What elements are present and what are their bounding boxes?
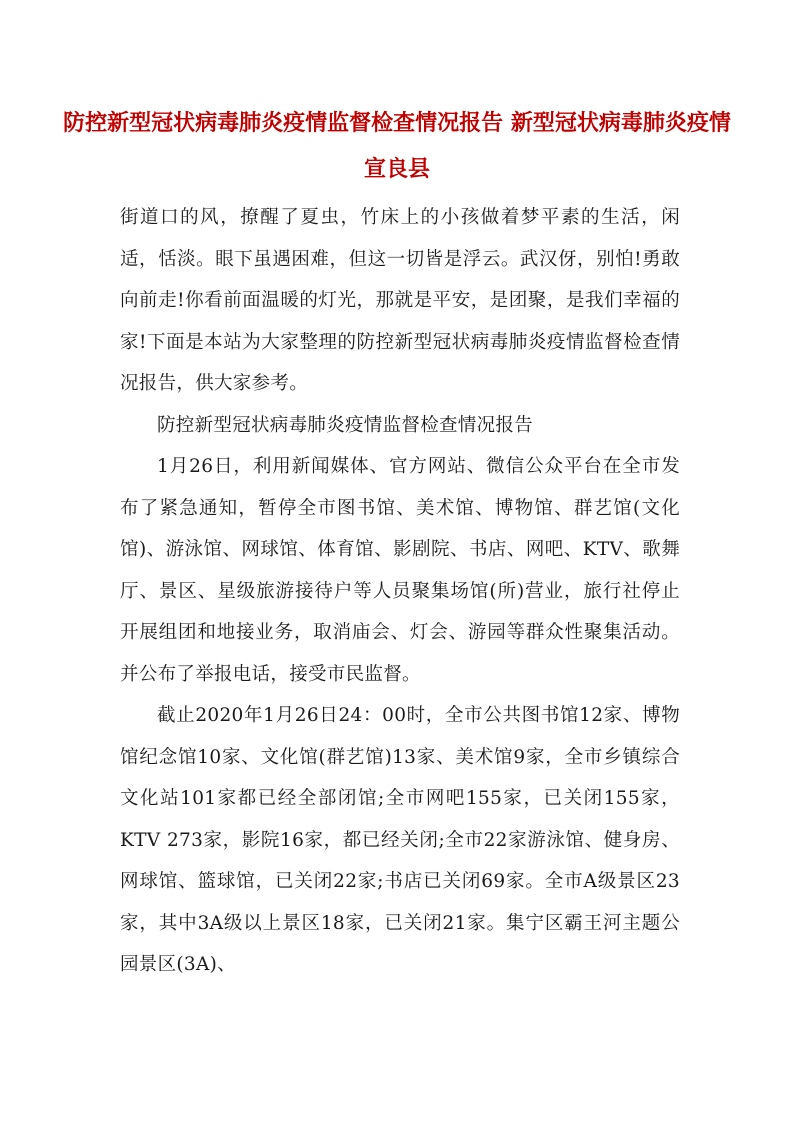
intro-paragraph: 街道口的风，撩醒了夏虫，竹床上的小孩做着梦平素的生活，闲适，恬淡。眼下虽遇困难，但这一切皆是浮云。武汉伢，别怕!勇敢向前走!你看前面温暖的灯光，那就是平安，是团聚，是我们幸福的家!下面是本站为大家整理的防控新型冠状病毒肺炎疫情监督检查情况报告，供大家参考。 bbox=[120, 207, 680, 394]
section-heading: 防控新型冠状病毒肺炎疫情监督检查情况报告 bbox=[157, 414, 534, 436]
document-title: 防控新型冠状病毒肺炎疫情监督检查情况报告 新型冠状病毒肺炎疫情宣良县 bbox=[63, 110, 731, 182]
body-paragraph: 1月26日，利用新闻媒体、官方网站、微信公众平台在全市发布了紧急通知，暂停全市图书馆、美术馆、博物馆、群艺馆(文化馆)、游泳馆、网球馆、体育馆、影剧院、书店、网吧、KTV、歌舞厅、景区、星级旅游接待户等人员聚集场馆(所)营业，旅行社停止开展组团和地接业务，取消庙会、灯会、游园等群众性聚集活动。并公布了举报电话，接受市民监督。 bbox=[120, 456, 680, 685]
body-paragraph: 截止2020年1月26日24：00时，全市公共图书馆12家、博物馆纪念馆10家、文化馆(群艺馆)13家、美术馆9家，全市乡镇综合文化站101家都已经全部闭馆;全市网吧155家，已关闭155家，KTV 273家，影院16家，都已经关闭;全市22家游泳馆、健身房、网球馆、篮球馆，已关闭22家;书店已关闭69家。全市A级景区23家，其中3A级以上景区18家，已关闭21家。集宁区霸王河主题公园景区(3A)、 bbox=[120, 705, 680, 975]
document-body bbox=[120, 197, 680, 986]
